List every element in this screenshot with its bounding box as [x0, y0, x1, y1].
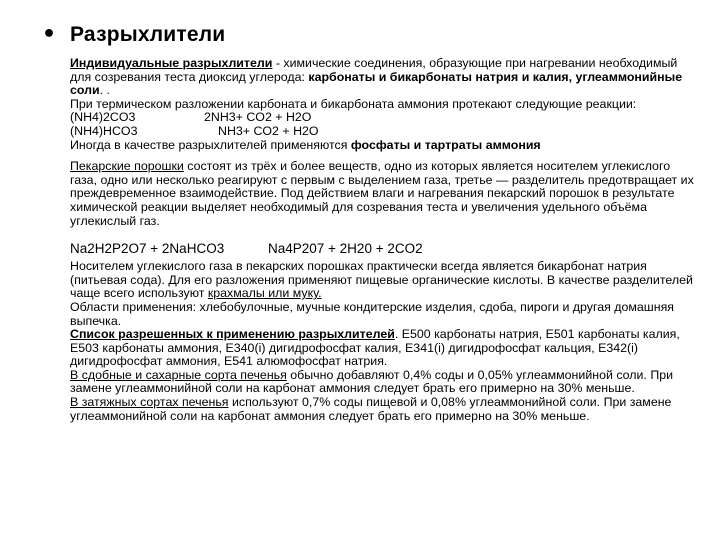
paragraph-decomposition: При термическом разложении карбоната и бикарбоната аммония протекают следующие реакции: — [70, 96, 637, 111]
bold-phosphates: фосфаты и тартраты аммония — [350, 137, 541, 152]
text: . . — [99, 83, 110, 98]
reaction-left: Na2H2P2O7 + 2NaHCO3 — [70, 241, 225, 257]
reaction-row-1 — [70, 111, 695, 125]
term-allowed-list: Список разрешенных к применению разрыхлителей — [70, 327, 395, 342]
text: используют 0,7% соды пищевой и 0,08% углеаммонийной соли. При замене углеаммонийной соли на карбонат аммония следует брать его примерно на 30% меньше. — [70, 395, 672, 423]
text: Иногда в качестве разрыхлителей применяются — [70, 137, 351, 152]
paragraph-hard-cookies — [70, 396, 695, 423]
paragraph-phosphates — [70, 139, 695, 153]
reaction-right: 2NH3+ CO2 + H2O — [204, 110, 312, 125]
text: . E500 карбонаты натрия, E501 карбонаты калия, E503 карбонаты аммония, E340(i) дигидрофосфат калия, E341(i) дигидрофосфат кальция, E342(i) дигидрофосфат аммония, E541 алюмофосфат натрия. — [70, 327, 680, 369]
underlined-hard-cookies: В затяжных сортах печенья — [70, 395, 229, 410]
title-row — [42, 22, 225, 47]
reaction-row-2 — [70, 125, 695, 139]
slide-title: Разрыхлители — [70, 22, 226, 46]
reaction-row-3 — [70, 241, 695, 256]
reaction-left: (NH4)2CO3 — [70, 110, 136, 125]
underlined-starch: крахмалы или муку. — [207, 286, 322, 301]
text: Носителем углекислого газа в пекарских порошках практически всегда является бикарбонат натрия (питьевая сода). Для его разложения применяют пищевые органические кислоты. В качестве разделителей чаще всего используют — [70, 259, 693, 301]
reaction-left: (NH4)HCO3 — [70, 123, 138, 138]
paragraph-allowed-list — [70, 328, 695, 369]
reaction-right: Na4P207 + 2H20 + 2CO2 — [268, 241, 423, 257]
bold-carbonates: карбонаты и бикарбонаты натрия и калия, углеаммонийные соли — [70, 69, 683, 98]
text: - химические соединения, образующие при нагревании необходимый для созревания теста диоксид углерода: — [70, 56, 678, 84]
paragraph-applications: Области применения: хлебобулочные, мучные кондитерские изделия, сдоба, пироги и другая домашняя выпечка. — [70, 299, 675, 328]
bullet-icon: • — [42, 22, 57, 47]
paragraph-individual-leaveners — [70, 57, 695, 98]
term-individual-leaveners: Индивидуальные разрыхлители — [70, 56, 273, 70]
paragraph-baking-powders — [70, 160, 695, 228]
paragraph-gas-carrier — [70, 260, 695, 301]
text: обычно добавляют 0,4% соды и 0,05% углеаммонийной соли. При замене углеаммонийной соли на карбонат аммония следует брать его примерно на 30% меньше. — [70, 367, 674, 396]
text: состоят из трёх и более веществ, одно из которых является носителем углекислого газа, одно или несколько реагируют с первым с выделением газа, третье — разделитель предотвращает их преждевременное взаимодействие. Под действием влаги и нагревания пекарский порошок в результате химической реакции выделяет необходимый для созревания теста и увеличения удельного объёма углекислый газ. — [70, 159, 694, 228]
underlined-rich-cookies: В сдобные и сахарные сорта печенья — [70, 367, 287, 382]
slide-content — [70, 57, 695, 423]
paragraph-rich-cookies — [70, 369, 695, 396]
term-baking-powders: Пекарские порошки — [70, 159, 184, 174]
reaction-right: NH3+ CO2 + H2O — [218, 123, 319, 138]
